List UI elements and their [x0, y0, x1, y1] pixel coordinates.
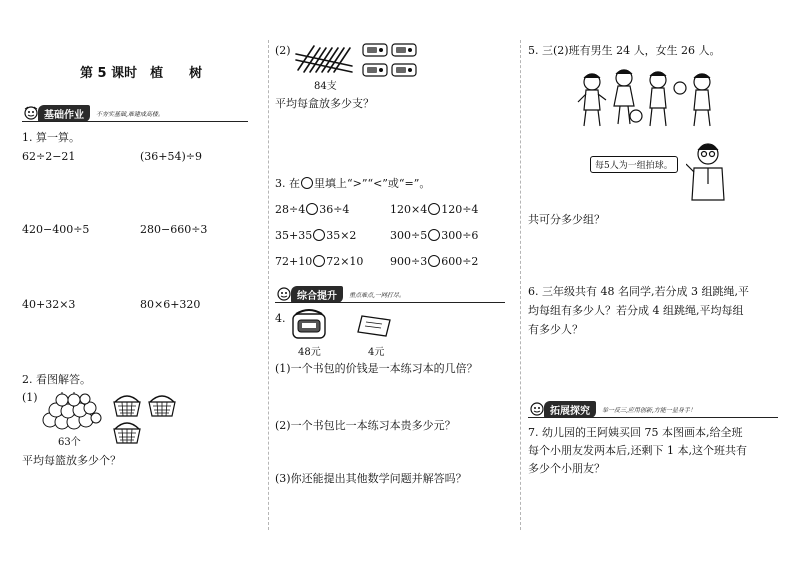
q7-line: 多少个小朋友？: [528, 462, 605, 475]
pencil-box-icon: [391, 42, 417, 58]
q3-heading-before: 3. 在: [275, 177, 300, 190]
calc-item: 420−400÷5: [22, 223, 90, 236]
banner-label: 综合提升: [291, 286, 343, 303]
q2-sub2-question: 平均每盒放多少支？: [275, 97, 374, 110]
banner-label: 拓展探究: [544, 401, 596, 418]
q6-line: 均每组有多少人？若分成 4 组跳绳,平均每组: [528, 304, 744, 317]
q4-sub1: (1)一个书包的价钱是一本练习本的几倍？: [275, 362, 478, 375]
q2-question: 平均每篮放多少个？: [22, 454, 121, 467]
q3-heading-after: 里填上“>”“<”或“=”。: [314, 177, 431, 190]
pencil-count: 84支: [314, 81, 337, 92]
q6-line: 有多少人？: [528, 323, 583, 336]
calc-item: 80×6+320: [140, 298, 201, 311]
banner-slogan: 不夯实基础,难建成高楼。: [96, 110, 164, 118]
compare-circle[interactable]: [313, 229, 325, 241]
teacher-icon: [686, 140, 730, 202]
apple-icon: [40, 392, 102, 430]
banner-basic: [22, 104, 248, 122]
book-price: 4元: [368, 347, 385, 358]
basket-icon: [147, 394, 177, 418]
basket-icon: [112, 421, 142, 445]
compare-circle[interactable]: [428, 229, 440, 241]
lesson-title: 第 5 课时 植 树: [80, 66, 203, 81]
calc-item: 280−660÷3: [140, 223, 208, 236]
q2-sub2-label: (2): [275, 44, 291, 57]
compare-circle[interactable]: [306, 203, 318, 215]
compare-item: 120×4 120÷4: [390, 203, 479, 216]
q4-sub3: (3)你还能提出其他数学问题并解答吗？: [275, 472, 467, 485]
compare-item: 35+35 35×2: [275, 229, 357, 242]
q5-heading: 5. 三(2)班有男生 24 人，女生 26 人。: [528, 44, 721, 57]
q3-heading: [275, 177, 430, 191]
column-divider-2: [520, 40, 521, 530]
pencil-box-icon: [362, 62, 388, 78]
compare-item: 900÷3 600÷2: [390, 255, 479, 268]
speech-text: 每5人为一组拍球。: [595, 161, 673, 171]
compare-item: 72+10 72×10: [275, 255, 364, 268]
pencil-icon: [294, 40, 356, 76]
banner-comprehensive: [275, 285, 505, 303]
schoolbag-icon: [288, 306, 330, 342]
column-divider-1: [268, 40, 269, 530]
q6-line: 6. 三年级共有 48 名同学,若分成 3 组跳绳,平: [528, 285, 749, 298]
q2-sub-label: (1): [22, 391, 38, 404]
q1-heading: 1. 算一算。: [22, 131, 80, 144]
banner-label: 基础作业: [38, 105, 90, 122]
compare-item: 300÷5 300÷6: [390, 229, 479, 242]
compare-circle[interactable]: [301, 177, 313, 189]
q4-heading: 4.: [275, 312, 286, 325]
q7-line: 7. 幼儿园的王阿姨买回 75 本图画本,给全班: [528, 426, 743, 439]
basket-icon: [112, 394, 142, 418]
banner-extension: [528, 400, 778, 418]
q7-line: 每个小朋友发两本后,还剩下 1 本,这个班共有: [528, 444, 747, 457]
notebook-icon: [356, 312, 392, 338]
calc-item: 40+32×3: [22, 298, 76, 311]
compare-circle[interactable]: [428, 203, 440, 215]
q4-sub2: (2)一个书包比一本练习本贵多少元？: [275, 419, 456, 432]
speech-bubble: [590, 156, 678, 173]
apple-count: 63个: [58, 437, 81, 448]
banner-slogan: 举一反三,应用创新,方能一显身手！: [602, 406, 696, 414]
calc-item: (36+54)÷9: [140, 150, 203, 163]
q5-question: 共可分多少组？: [528, 213, 605, 226]
banner-slogan: 重点难点,一网打尽。: [349, 291, 405, 299]
compare-circle[interactable]: [313, 255, 325, 267]
calc-item: 62÷2−21: [22, 150, 76, 163]
pencil-box-icon: [362, 42, 388, 58]
bag-price: 48元: [298, 347, 321, 358]
q2-heading: 2. 看图解答。: [22, 373, 91, 386]
child-icon: [576, 66, 726, 130]
pencil-box-icon: [391, 62, 417, 78]
compare-circle[interactable]: [428, 255, 440, 267]
compare-item: 28÷4 36÷4: [275, 203, 350, 216]
